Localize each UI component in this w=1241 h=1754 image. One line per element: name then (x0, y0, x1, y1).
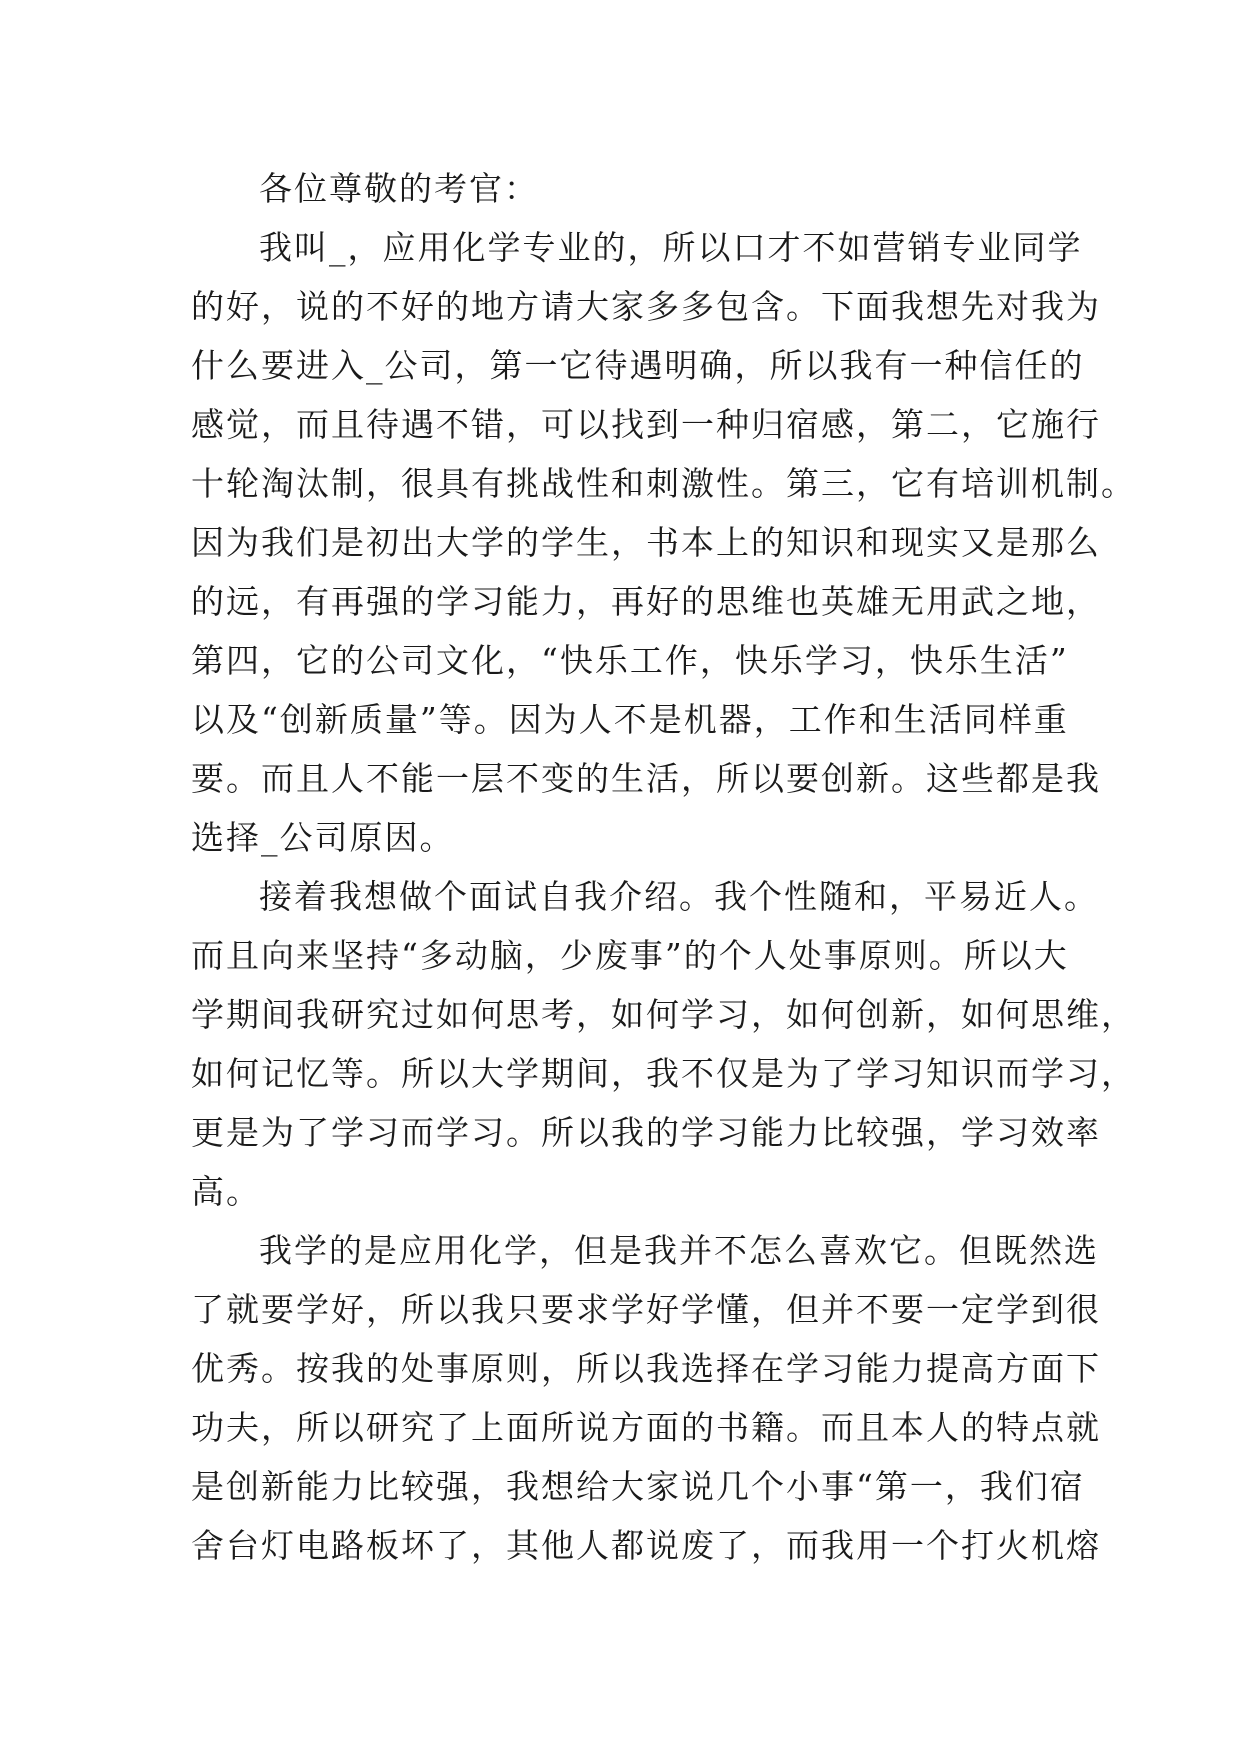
text-line: 是创新能力比较强，我想给大家说几个小事“第一，我们宿 (191, 1467, 1085, 1506)
text-line: 选择_公司原因。 (191, 818, 455, 857)
text-line: 如何记忆等。所以大学期间，我不仅是为了学习知识而学习， (191, 1054, 1136, 1093)
text-line: 以及“创新质量”等。因为人不是机器，工作和生活同样重 (191, 700, 1069, 739)
text-line: 我学的是应用化学，但是我并不怎么喜欢它。但既然选 (259, 1231, 1099, 1270)
text-line: 感觉，而且待遇不错，可以找到一种归宿感，第二，它施行 (191, 405, 1101, 444)
text-line: 什么要进入_公司，第一它待遇明确，所以我有一种信任的 (191, 346, 1085, 385)
paragraph-3 (191, 1221, 1101, 1575)
text-line: 更是为了学习而学习。所以我的学习能力比较强，学习效率 (191, 1113, 1101, 1152)
text-line: 而且向来坚持“多动脑，少废事”的个人处事原则。所以大 (191, 936, 1069, 975)
text-line: 要。而且人不能一层不变的生活，所以要创新。这些都是我 (191, 759, 1101, 798)
document-body (191, 159, 1136, 1575)
text-line: 的远，有再强的学习能力，再好的思维也英雄无用武之地， (191, 582, 1101, 621)
text-line: 功夫，所以研究了上面所说方面的书籍。而且本人的特点就 (191, 1408, 1101, 1447)
salutation: 各位尊敬的考官： (259, 169, 539, 208)
text-line: 舍台灯电路板坏了，其他人都说废了，而我用一个打火机熔 (191, 1526, 1101, 1565)
text-line: 我叫_，应用化学专业的，所以口才不如营销专业同学 (259, 228, 1083, 267)
text-line: 学期间我研究过如何思考，如何学习，如何创新，如何思维， (191, 995, 1136, 1034)
text-line: 优秀。按我的处事原则，所以我选择在学习能力提高方面下 (191, 1349, 1101, 1388)
text-line: 因为我们是初出大学的学生，书本上的知识和现实又是那么 (191, 523, 1101, 562)
paragraph-1 (191, 218, 1136, 867)
text-line: 接着我想做个面试自我介绍。我个性随和，平易近人。 (259, 877, 1099, 916)
text-line: 十轮淘汰制，很具有挑战性和刺激性。第三，它有培训机制。 (191, 464, 1136, 503)
text-line: 的好，说的不好的地方请大家多多包含。下面我想先对我为 (191, 287, 1101, 326)
paragraph-2 (191, 867, 1136, 1221)
text-line: 第四，它的公司文化，“快乐工作，快乐学习，快乐生活” (191, 641, 1069, 680)
text-line: 高。 (191, 1172, 261, 1211)
text-line: 了就要学好，所以我只要求学好学懂，但并不要一定学到很 (191, 1290, 1101, 1329)
